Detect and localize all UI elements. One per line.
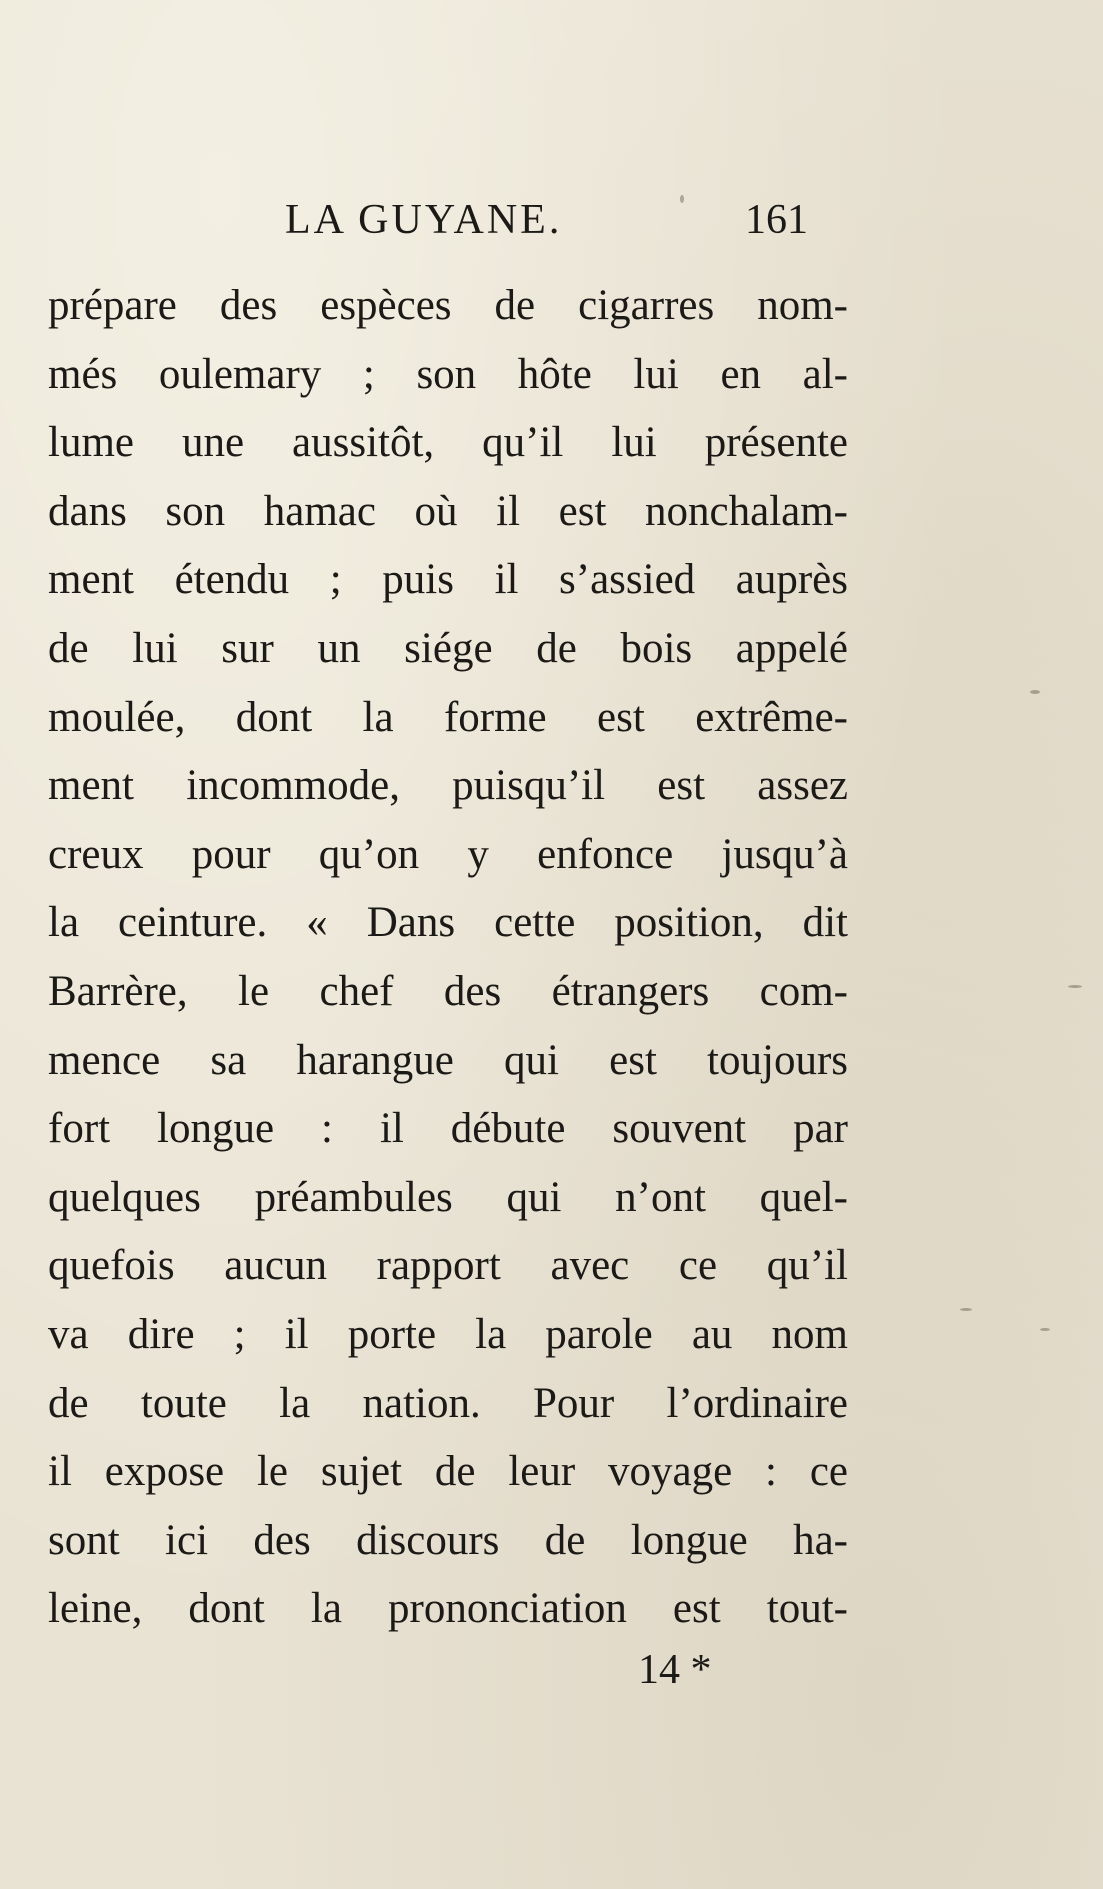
paper-speck (1030, 690, 1040, 694)
text-line: de toute la nation. Pour l’ordinaire (48, 1379, 848, 1427)
text-line: Barrère, le chef des étrangers com- (48, 967, 848, 1015)
body-text (48, 272, 848, 1644)
text-line: lume une aussitôt, qu’il lui présente (48, 419, 848, 467)
text-line: més oulemary ; son hôte lui en al- (48, 350, 848, 398)
running-head (0, 190, 1103, 250)
text-line: quefois aucun rapport avec ce qu’il (48, 1242, 848, 1290)
text-line: ment étendu ; puis il s’assied auprès (48, 556, 848, 604)
text-line: va dire ; il porte la parole au nom (48, 1310, 848, 1358)
text-line: leine, dont la prononciation est tout- (48, 1585, 848, 1633)
running-title: LA GUYANE. (285, 197, 563, 243)
text-line: sont ici des discours de longue ha- (48, 1516, 848, 1564)
text-line: mence sa harangue qui est toujours (48, 1036, 848, 1084)
paper-speck (960, 1308, 972, 1311)
text-line: de lui sur un siége de bois appelé (48, 624, 848, 672)
text-line: creux pour qu’on y enfonce jusqu’à (48, 830, 848, 878)
text-line: prépare des espèces de cigarres nom- (48, 282, 848, 329)
paper-speck (1040, 1328, 1050, 1331)
signature-mark: 14 * (638, 1647, 712, 1693)
paper-speck (680, 195, 684, 203)
text-line: moulée, dont la forme est extrême- (48, 693, 848, 741)
text-line: dans son hamac où il est nonchalam- (48, 487, 848, 535)
text-line: ment incommode, puisqu’il est assez (48, 762, 848, 810)
text-line: quelques préambules qui n’ont quel- (48, 1173, 848, 1221)
text-line: la ceinture. « Dans cette position, dit (48, 899, 848, 947)
text-line: fort longue : il débute souvent par (48, 1105, 848, 1153)
page-number: 161 (745, 197, 808, 243)
paper-speck (1068, 985, 1082, 988)
text-line: il expose le sujet de leur voyage : ce (48, 1448, 848, 1496)
